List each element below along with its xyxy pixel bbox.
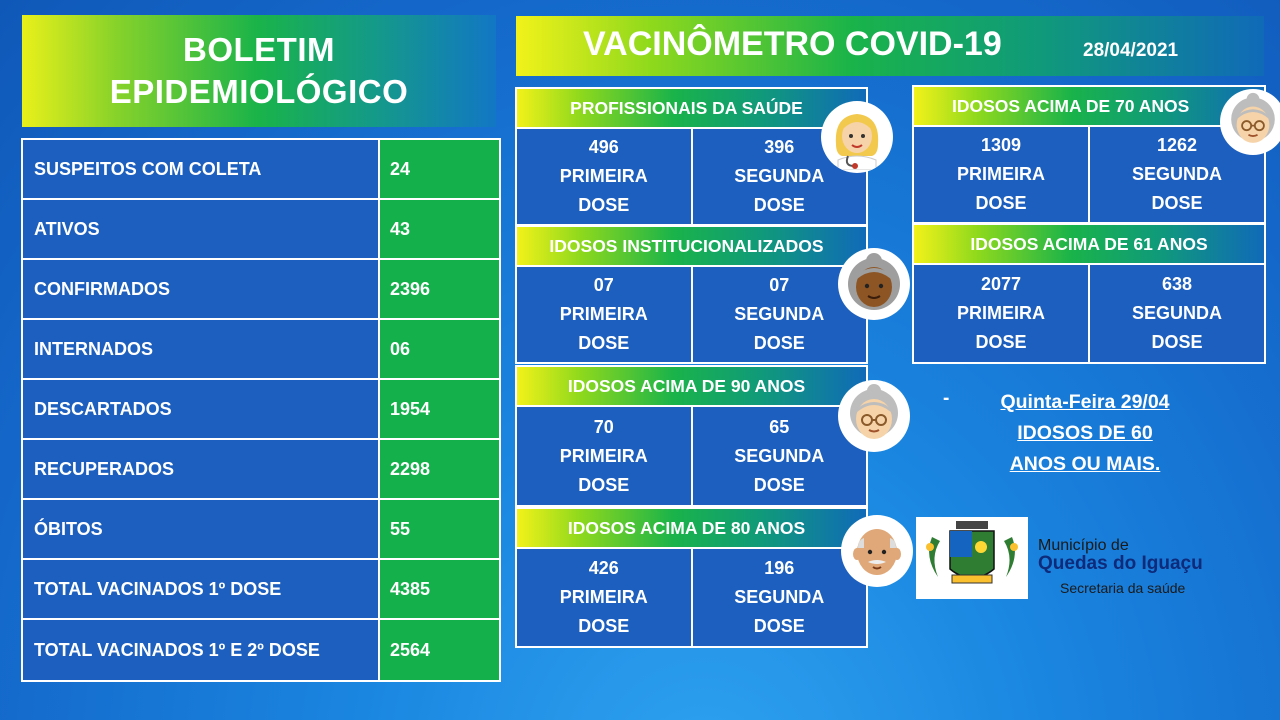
boletim-title (22, 15, 496, 127)
announcement-line1: Quinta-Feira 29/04 (1000, 391, 1170, 413)
row-value: 4385 (380, 560, 499, 618)
row-label: ÓBITOS (23, 500, 380, 558)
row-label: ATIVOS (23, 200, 380, 258)
table-row (23, 260, 499, 320)
dose-label: DOSE (753, 333, 805, 353)
dose-label: DOSE (753, 474, 805, 495)
second-dose-value: 396 (764, 137, 795, 157)
table-row (23, 320, 499, 380)
second-dose-value: 196 (764, 558, 795, 578)
vacinometro-date: 28/04/2021 (1083, 40, 1179, 61)
dose-label: DOSE (753, 195, 805, 215)
group-title: PROFISSIONAIS DA SAÚDE (517, 89, 866, 129)
row-value: 24 (380, 140, 499, 198)
second-dose-value: 65 (769, 416, 790, 437)
second-dose-label: SEGUNDA (734, 445, 825, 466)
first-dose-value: 2077 (980, 274, 1022, 294)
row-label: INTERNADOS (23, 320, 380, 378)
vaccine-group-over-61 (912, 223, 1266, 364)
group-title: IDOSOS ACIMA DE 90 ANOS (517, 367, 866, 407)
second-dose-label: SEGUNDA (734, 587, 825, 607)
table-row (23, 140, 499, 200)
table-row (23, 620, 499, 680)
second-dose-label: SEGUNDA (1131, 164, 1222, 184)
second-dose-label: SEGUNDA (734, 304, 825, 324)
row-label: TOTAL VACINADOS 1º E 2º DOSE (23, 620, 380, 680)
elderly-woman-icon (838, 380, 910, 452)
group-title: IDOSOS ACIMA DE 61 ANOS (914, 225, 1264, 265)
first-dose-label: PRIMEIRA (559, 166, 648, 186)
first-dose-value: 496 (588, 137, 619, 157)
second-dose-value: 1262 (1156, 135, 1198, 155)
stats-table (21, 138, 501, 682)
boletim-title-line2: EPIDEMIOLÓGICO (109, 73, 409, 110)
announcement-line3: ANOS OU MAIS. (1009, 453, 1161, 475)
first-dose-cell (517, 549, 691, 646)
dose-label: DOSE (975, 193, 1027, 213)
first-dose-cell (914, 127, 1088, 222)
first-dose-value: 70 (593, 416, 614, 437)
first-dose-label: PRIMEIRA (956, 303, 1045, 323)
second-dose-value: 638 (1161, 274, 1193, 294)
second-dose-value: 07 (769, 275, 790, 295)
vacinometro-title: VACINÔMETRO COVID-19 (583, 25, 1002, 63)
dose-label: DOSE (578, 474, 630, 495)
elderly-woman-glasses-icon (1220, 89, 1280, 155)
row-value: 55 (380, 500, 499, 558)
row-value: 2298 (380, 440, 499, 498)
announcement-line2: IDOSOS DE 60 (1017, 422, 1153, 444)
dose-label: DOSE (578, 333, 630, 353)
first-dose-cell (914, 265, 1088, 362)
dose-label: DOSE (578, 195, 630, 215)
group-title: IDOSOS ACIMA DE 70 ANOS (914, 87, 1264, 127)
first-dose-value: 1309 (980, 135, 1022, 155)
dose-label: DOSE (578, 616, 630, 636)
table-row (23, 380, 499, 440)
table-row (23, 500, 499, 560)
vaccine-group-over-90 (515, 365, 868, 507)
elderly-woman-dark-icon (838, 248, 910, 320)
second-dose-cell (691, 549, 867, 646)
row-label: DESCARTADOS (23, 380, 380, 438)
vaccine-group-over-80 (515, 507, 868, 648)
coat-of-arms-icon (916, 517, 1028, 599)
first-dose-cell (517, 129, 691, 224)
health-worker-icon (821, 101, 893, 173)
row-label: RECUPERADOS (23, 440, 380, 498)
row-label: SUSPEITOS COM COLETA (23, 140, 380, 198)
announcement-dash: - (943, 388, 950, 409)
vaccine-group-health-workers (515, 87, 868, 226)
dose-label: DOSE (1151, 332, 1203, 352)
table-row (23, 440, 499, 500)
row-value: 1954 (380, 380, 499, 438)
row-label: TOTAL VACINADOS 1º DOSE (23, 560, 380, 618)
first-dose-label: PRIMEIRA (956, 164, 1045, 184)
first-dose-value: 07 (593, 275, 614, 295)
row-value: 2396 (380, 260, 499, 318)
boletim-title-line1: BOLETIM (183, 31, 335, 68)
dose-label: DOSE (975, 332, 1027, 352)
dose-label: DOSE (753, 616, 805, 636)
first-dose-label: PRIMEIRA (559, 445, 648, 466)
first-dose-label: PRIMEIRA (559, 304, 648, 324)
first-dose-value: 426 (588, 558, 619, 578)
table-row (23, 560, 499, 620)
municipio-prefix: Município de (1038, 537, 1129, 554)
row-value: 43 (380, 200, 499, 258)
first-dose-label: PRIMEIRA (559, 587, 648, 607)
first-dose-cell (517, 407, 691, 505)
first-dose-cell (517, 267, 691, 362)
municipio-name: Quedas do Iguaçu (1038, 553, 1203, 574)
row-label: CONFIRMADOS (23, 260, 380, 318)
row-value: 2564 (380, 620, 499, 680)
announcement (940, 387, 1230, 480)
secretaria-label: Secretaria da saúde (1060, 580, 1186, 596)
table-row (23, 200, 499, 260)
elderly-man-icon (841, 515, 913, 587)
group-title: IDOSOS ACIMA DE 80 ANOS (517, 509, 866, 549)
row-value: 06 (380, 320, 499, 378)
vaccine-group-institutionalized (515, 225, 868, 364)
second-dose-label: SEGUNDA (1131, 303, 1222, 323)
group-title: IDOSOS INSTITUCIONALIZADOS (517, 227, 866, 267)
second-dose-cell (1088, 265, 1264, 362)
second-dose-label: SEGUNDA (734, 166, 825, 186)
vaccine-group-over-70 (912, 85, 1266, 224)
dose-label: DOSE (1151, 193, 1203, 213)
